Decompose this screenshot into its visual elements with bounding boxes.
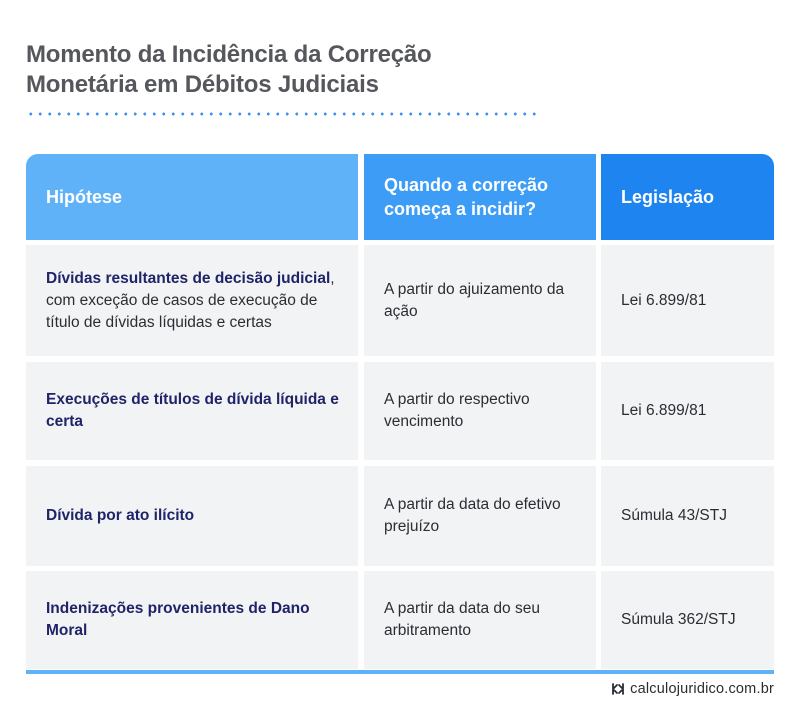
law-text: Lei 6.899/81 bbox=[621, 402, 707, 419]
table-row-3-hypothesis bbox=[26, 466, 358, 566]
hypothesis-rest: , com exceção de casos de execução de título de dívidas líquidas e certas bbox=[46, 269, 335, 331]
hypothesis-text bbox=[46, 505, 194, 527]
when-text: A partir do ajuizamento da ação bbox=[384, 280, 565, 320]
table-row-4-when bbox=[364, 571, 596, 669]
header-when-label: Quando a correção começa a incidir? bbox=[384, 175, 549, 219]
when-text: A partir da data do efetivo prejuízo bbox=[384, 496, 561, 535]
incidence-table bbox=[26, 154, 774, 674]
table-bottom-bar bbox=[26, 670, 774, 674]
table-row-1-hypothesis bbox=[26, 245, 358, 356]
hypothesis-bold: Execuções de títulos de dívida líquida e certa bbox=[46, 391, 339, 430]
header-when bbox=[364, 154, 596, 240]
law-text: Súmula 362/STJ bbox=[621, 611, 736, 628]
law-text: Súmula 43/STJ bbox=[621, 507, 727, 524]
table-row-2-law bbox=[601, 362, 774, 460]
title-line-1: Momento da Incidência da Correção bbox=[26, 41, 432, 68]
table-row-1-when bbox=[364, 245, 596, 356]
when-text: A partir do respectivo vencimento bbox=[384, 391, 530, 430]
footer-brand[interactable] bbox=[611, 681, 774, 697]
header-hypothesis bbox=[26, 154, 358, 240]
table-row-1-law bbox=[601, 245, 774, 356]
table-row-4-hypothesis bbox=[26, 571, 358, 669]
dotted-divider bbox=[26, 112, 538, 116]
table-row-2-hypothesis bbox=[26, 362, 358, 460]
hypothesis-text bbox=[46, 268, 344, 334]
header-hypothesis-label: Hipótese bbox=[46, 187, 123, 207]
cj-logo-icon bbox=[611, 683, 625, 695]
hypothesis-bold: Dívidas resultantes de decisão judicial bbox=[46, 269, 331, 287]
header-legislation bbox=[601, 154, 774, 240]
table-row-3-law bbox=[601, 466, 774, 566]
header-legislation-label: Legislação bbox=[621, 187, 715, 207]
hypothesis-bold: Indenizações provenientes de Dano Moral bbox=[46, 600, 310, 639]
footer-site[interactable]: calculojuridico.com.br bbox=[630, 681, 774, 697]
table-row-2-when bbox=[364, 362, 596, 460]
table-row-4-law bbox=[601, 571, 774, 669]
page-title bbox=[26, 40, 546, 100]
hypothesis-text bbox=[46, 389, 344, 433]
hypothesis-text bbox=[46, 598, 344, 642]
table-row-3-when bbox=[364, 466, 596, 566]
law-text: Lei 6.899/81 bbox=[621, 291, 707, 309]
hypothesis-bold: Dívida por ato ilícito bbox=[46, 507, 195, 524]
title-line-2: Monetária em Débitos Judiciais bbox=[26, 71, 379, 98]
when-text: A partir da data do seu arbitramento bbox=[384, 600, 540, 639]
